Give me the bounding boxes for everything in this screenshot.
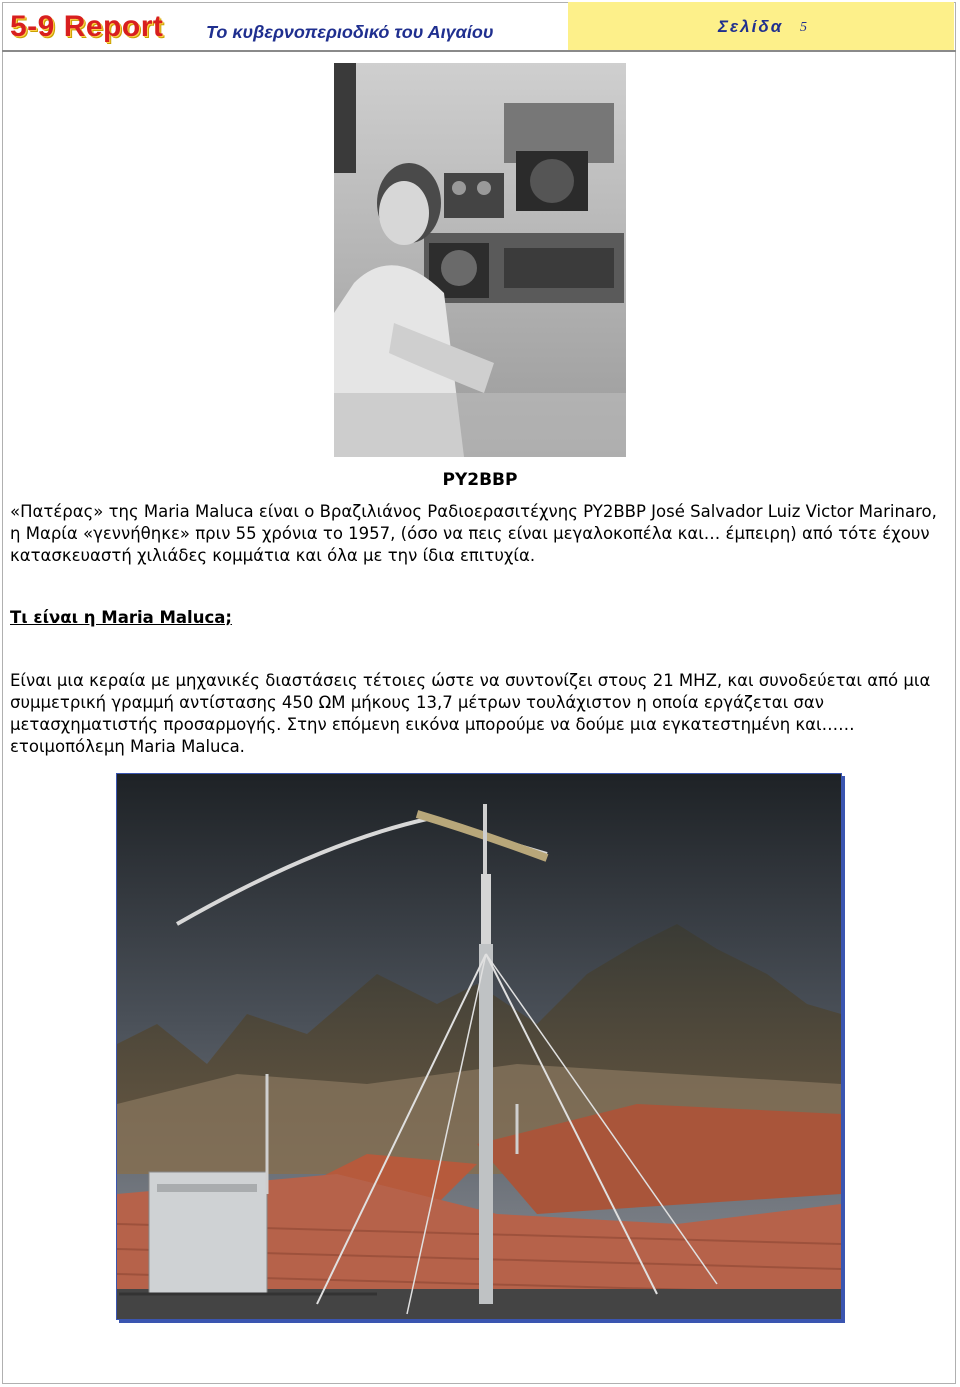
photo1-caption: PY2BBP xyxy=(442,470,518,490)
page-indicator xyxy=(568,2,954,50)
photo-operator-radio-station xyxy=(334,63,626,457)
intro-paragraph: «Πατέρας» της Maria Maluca είναι ο Βραζιλιάνος Ραδιοερασιτέχνης PY2BBP José Salvador Luiz Victor Marinaro, η Μαρία «γεννήθηκε» πριν 55 χρόνια το 1957, (όσο να πεις είναι μεγαλοκοπέλα και… έμπειρη) από τότε έχουν κατασκευαστή χιλιάδες κομμάτια και όλα με την ίδια επιτυχία. xyxy=(10,502,937,565)
page-header xyxy=(2,2,956,52)
brand-logo: 5-9 Report xyxy=(10,10,164,43)
section-heading: Τι είναι η Maria Maluca; xyxy=(10,608,232,627)
page-number: 5 xyxy=(800,20,807,35)
description-paragraph: Είναι μια κεραία με μηχανικές διαστάσεις τέτοιες ώστε να συντονίζει στους 21 MHZ, και συνοδεύεται από μια συμμετρική γραμμή αντίστασης 450 ΩΜ μήκους 13,7 μέτρων τουλάχιστον η οποία εργάζεται σαν μετασχηματιστής προσαρμογής. Στην επόμενη εικόνα μπορούμε να δούμε μια εγκατεστημένη και…… ετοιμοπόλεμη Maria Maluca. xyxy=(10,671,931,756)
magazine-subtitle: Το κυβερνοπεριοδικό του Αιγαίου xyxy=(206,22,494,42)
photo-installed-antenna xyxy=(116,773,842,1320)
page-label: Σελίδα xyxy=(718,17,784,36)
